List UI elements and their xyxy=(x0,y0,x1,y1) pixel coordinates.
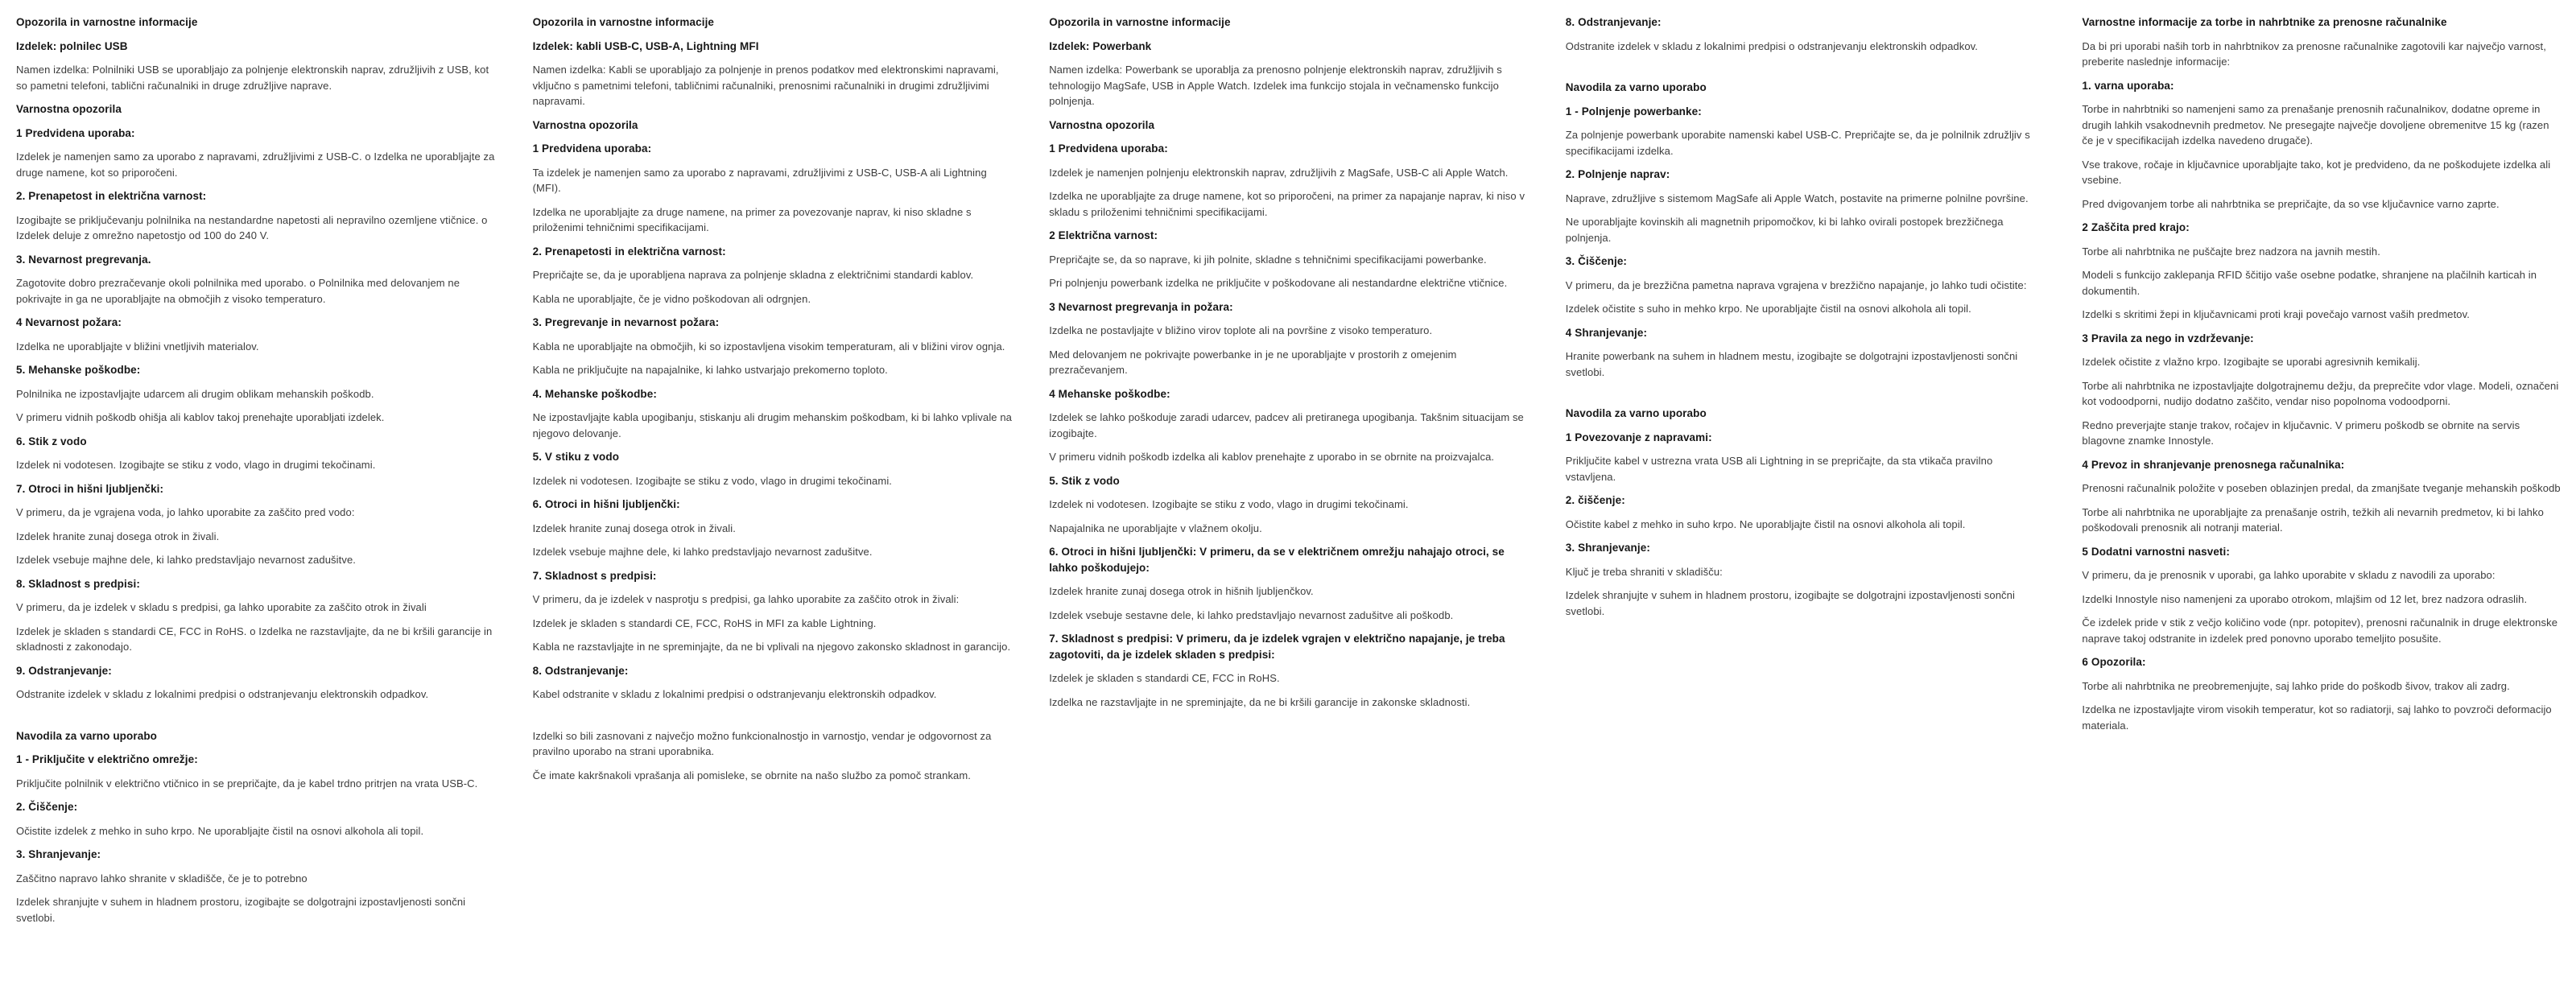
paragraph: Izdelka ne postavljajte v bližino virov toplote ali na površine z visoko temperaturo. xyxy=(1049,324,1433,336)
paragraph: Zagotovite dobro prezračevanje okoli polnilnika med uporabo. o Polnilnika med delovanjem ne pokrivajte in ga ne uporabljajte na območjih z visoko temperaturo. xyxy=(16,277,460,305)
paragraph: Torbe ali nahrbtnika ne puščajte brez nadzora na javnih mestih. xyxy=(2082,245,2380,258)
heading: 3. Shranjevanje: xyxy=(1565,542,1650,554)
column-laptop-bags xyxy=(2082,14,2562,1006)
paragraph: Kabla ne razstavljajte in ne spreminjajte, da ne bi vplivali na njegovo zakonsko skladnost in garancijo. xyxy=(532,641,1011,653)
heading: 4. Mehanske poškodbe: xyxy=(532,387,657,400)
paragraph: Izdelek hranite zunaj dosega otrok in hišnih ljubljenčkov. xyxy=(1049,585,1314,597)
heading: 8. Odstranjevanje: xyxy=(1565,16,1662,28)
heading: 3 Nevarnost pregrevanja in požara: xyxy=(1049,300,1233,313)
heading: Varnostna opozorila xyxy=(16,103,122,115)
paragraph: V primeru, da je prenosnik v uporabi, ga lahko uporabite v skladu z navodili za uporabo: xyxy=(2082,569,2496,581)
heading: Varnostna opozorila xyxy=(532,118,638,131)
paragraph: Izdelek shranjujte v suhem in hladnem prostoru, izogibajte se dolgotrajni izpostavljenosti sončni svetlobi. xyxy=(1565,589,2015,617)
paragraph: Izdelki Innostyle niso namenjeni za uporabo otrokom, mlajšim od 12 let, brez nadzora odraslih. xyxy=(2082,592,2528,605)
heading: 3. Nevarnost pregrevanja. xyxy=(16,253,151,266)
heading: 1. varna uporaba: xyxy=(2082,79,2174,92)
paragraph: Izdelek je namenjen polnjenju elektronskih naprav, združljivih z MagSafe, USB-C ali Apple Watch. xyxy=(1049,166,1509,179)
heading: 2. čiščenje: xyxy=(1565,494,1625,506)
heading: 2 Zaščita pred krajo: xyxy=(2082,221,2190,233)
paragraph: Namen izdelka: Powerbank se uporablja za prenosno polnjenje elektronskih naprav, združljivih s tehnologijo MagSafe, USB in Apple Watch. Izdelek ima funkcijo stojala in večnamensko funkcijo polnjenja. xyxy=(1049,64,1502,107)
paragraph: Kabel odstranite v skladu z lokalnimi predpisi o odstranjevanju elektronskih odpadkov. xyxy=(532,688,937,700)
heading: 7. Skladnost s predpisi: V primeru, da je izdelek vgrajen v električno napajanje, je treba zagotoviti, da je izdelek skladen s predpisi: xyxy=(1049,633,1505,661)
heading: Izdelek: kabli USB-C, USB-A, Lightning MFI xyxy=(532,39,759,52)
heading: Navodila za varno uporabo xyxy=(1565,407,1707,419)
heading: 3. Čiščenje: xyxy=(1565,255,1628,267)
paragraph: Izdelek vsebuje majhne dele, ki lahko predstavljajo nevarnost zadušitve. xyxy=(532,546,873,558)
paragraph: Izdelek očistite z vlažno krpo. Izogibajte se uporabi agresivnih kemikalij. xyxy=(2082,356,2421,368)
paragraph: Izdelek je skladen s standardi CE, FCC in RoHS. o Izdelka ne razstavljajte, da ne bi kršili garancije in skladnosti z zakonodajo. xyxy=(16,625,493,653)
heading: 6 Opozorila: xyxy=(2082,656,2146,668)
heading: Opozorila in varnostne informacije xyxy=(532,16,715,28)
paragraph: Kabla ne uporabljajte na območjih, ki so izpostavljena visokim temperaturam, ali v bližini virov ognja. xyxy=(532,340,1005,353)
paragraph: Izdelek je namenjen samo za uporabo z napravami, združljivimi z USB-C. o Izdelka ne uporabljajte za druge namene, kot so priporočeni. xyxy=(16,150,495,179)
paragraph: Izdelek vsebuje sestavne dele, ki lahko predstavljajo nevarnost zadušitve ali poškodb. xyxy=(1049,608,1454,621)
heading: Varnostna opozorila xyxy=(1049,118,1155,131)
heading: 2. Prenapetosti in električna varnost: xyxy=(532,245,726,258)
heading: 4 Mehanske poškodbe: xyxy=(1049,387,1170,400)
paragraph: Odstranite izdelek v skladu z lokalnimi predpisi o odstranjevanju elektronskih odpadkov. xyxy=(16,688,429,700)
paragraph: V primeru vidnih poškodb ohišja ali kablov takoj prenehajte uporabljati izdelek. xyxy=(16,411,385,423)
paragraph: V primeru, da je vgrajena voda, jo lahko uporabite za zaščito pred vodo: xyxy=(16,506,355,518)
paragraph: Hranite powerbank na suhem in hladnem mestu, izogibajte se dolgotrajni izpostavljenosti sončni svetlobi. xyxy=(1565,350,2018,378)
paragraph: Očistite kabel z mehko in suho krpo. Ne uporabljajte čistil na osnovi alkohola ali topil. xyxy=(1565,517,1966,530)
paragraph: V primeru, da je brezžična pametna naprava vgrajena v brezžično napajanje, jo lahko tudi očistite: xyxy=(1565,278,2027,291)
paragraph: Torbe ali nahrbtnika ne preobremenjujte, saj lahko pride do poškodb šivov, trakov ali zadrg. xyxy=(2082,679,2510,692)
paragraph: Izdelki s skritimi žepi in ključavnicami proti kraji povečajo varnost vaših predmetov. xyxy=(2082,308,2470,320)
heading: 3. Shranjevanje: xyxy=(16,848,101,860)
paragraph: Pred dvigovanjem torbe ali nahrbtnika se prepričajte, da so vse ključavnice varno zaprte. xyxy=(2082,197,2500,210)
heading: 5. Mehanske poškodbe: xyxy=(16,364,141,376)
paragraph: Kabla ne priključujte na napajalnike, ki lahko ustvarjajo prekomerno toploto. xyxy=(532,364,888,376)
paragraph: Izdelek shranjujte v suhem in hladnem prostoru, izogibajte se dolgotrajni izpostavljenosti sončni svetlobi. xyxy=(16,896,466,924)
paragraph: Izdelki so bili zasnovani z največjo možno funkcionalnostjo in varnostjo, vendar je odgovornost za pravilno uporabo na strani uporabnika. xyxy=(532,729,992,757)
paragraph: Torbe ali nahrbtnika ne izpostavljajte dolgotrajnemu dežju, da preprečite vdor vlage. Modeli, označeni kot vodoodporni, nudijo dodatno zaščito, vendar niso popolnoma vodoodporni. xyxy=(2082,379,2559,407)
paragraph: Izdelek hranite zunaj dosega otrok in živali. xyxy=(16,530,220,542)
heading: Varnostne informacije za torbe in nahrbtnike za prenosne računalnike xyxy=(2082,16,2447,28)
column-powerbank-cable-instructions xyxy=(1566,14,2046,1006)
heading: 4 Shranjevanje: xyxy=(1565,326,1648,339)
paragraph: Izdelka ne uporabljajte za druge namene, na primer za povezovanje naprav, ki niso skladne s priloženimi tehničnimi specifikacijami. xyxy=(532,205,972,233)
column-powerbank xyxy=(1049,14,1529,1006)
paragraph: Vse trakove, ročaje in ključavnice uporabljajte tako, kot je predvideno, da ne poškodujete izdelka ali vsebine. xyxy=(2082,158,2551,186)
paragraph: Izogibajte se priključevanju polnilnika na nestandardne napetosti ali nepravilno ozemljene vtičnice. o Izdelek deluje z omrežno napetostjo od 100 do 240 V. xyxy=(16,213,488,241)
paragraph: Pri polnjenju powerbank izdelka ne priključite v poškodovane ali nestandardne električne vtičnice. xyxy=(1049,277,1508,289)
heading: 8. Skladnost s predpisi: xyxy=(16,577,140,590)
heading: Navodila za varno uporabo xyxy=(16,729,158,742)
heading: 1 Predvidena uporaba: xyxy=(1049,142,1168,155)
heading: 1 - Polnjenje powerbanke: xyxy=(1565,105,1702,118)
heading: Opozorila in varnostne informacije xyxy=(16,16,198,28)
paragraph: Izdelek vsebuje majhne dele, ki lahko predstavljajo nevarnost zadušitve. xyxy=(16,554,356,566)
paragraph: Izdelek je skladen s standardi CE, FCC in RoHS. xyxy=(1049,672,1280,684)
paragraph: Prepričajte se, da so naprave, ki jih polnite, skladne s tehničnimi specifikacijami powerbanke. xyxy=(1049,253,1487,266)
paragraph: Napajalnika ne uporabljajte v vlažnem okolju. xyxy=(1049,522,1262,534)
heading: 3 Pravila za nego in vzdrževanje: xyxy=(2082,332,2254,344)
paragraph: Da bi pri uporabi naših torb in nahrbtnikov za prenosne računalnike zagotovili kar največjo varnost, preberite naslednje informacije: xyxy=(2082,39,2546,68)
column-usb-charger xyxy=(16,14,496,1006)
heading: 8. Odstranjevanje: xyxy=(532,664,629,677)
paragraph: Če imate kakršnakoli vprašanja ali pomisleke, se obrnite na našo službo za pomoč strankam. xyxy=(532,769,972,781)
heading: 2. Polnjenje naprav: xyxy=(1565,168,1670,180)
paragraph: Izdelka ne izpostavljajte virom visokih temperatur, kot so radiatorji, saj lahko to povzroči deformacijo materiala. xyxy=(2082,703,2552,732)
heading: 5. Stik z vodo xyxy=(1049,474,1120,487)
paragraph: Priključite polnilnik v električno vtičnico in se prepričajte, da je kabel trdno pritrjen na vrata USB-C. xyxy=(16,777,478,790)
paragraph: Izdelek očistite s suho in mehko krpo. Ne uporabljajte čistil na osnovi alkohola ali topil. xyxy=(1565,303,1971,315)
paragraph: Izdelek je skladen s standardi CE, FCC, RoHS in MFI za kable Lightning. xyxy=(532,616,877,629)
heading: Izdelek: polnilec USB xyxy=(16,39,128,52)
heading: 7. Otroci in hišni ljubljenčki: xyxy=(16,482,164,495)
paragraph: Namen izdelka: Polnilniki USB se uporabljajo za polnjenje elektronskih naprav, združljivih z USB, kot so pametni telefoni, tablični računalniki in druge združljive naprave. xyxy=(16,64,489,92)
paragraph: Prenosni računalnik položite v poseben oblazinjen predal, da zmanjšate tveganje mehanskih poškodb xyxy=(2082,482,2561,494)
heading: 6. Stik z vodo xyxy=(16,435,87,447)
paragraph: Če izdelek pride v stik z večjo količino vode (npr. potopitev), prenosni računalnik in druge elektronske naprave takoj odstranite in izdelek pred ponovno uporabo temeljito posušite. xyxy=(2082,616,2558,645)
paragraph: Naprave, združljive s sistemom MagSafe ali Apple Watch, postavite na primerne polnilne površine. xyxy=(1565,192,2029,204)
paragraph: Modeli s funkcijo zaklepanja RFID ščitijo vaše osebne podatke, shranjene na plačilnih karticah in dokumentih. xyxy=(2082,269,2537,297)
paragraph: Med delovanjem ne pokrivajte powerbanke in je ne uporabljajte v prostorih z omejenim prezračevanjem. xyxy=(1049,348,1457,376)
paragraph: Izdelek ni vodotesen. Izogibajte se stiku z vodo, vlago in drugimi tekočinami. xyxy=(532,474,893,487)
heading: Izdelek: Powerbank xyxy=(1049,39,1152,52)
heading: 2 Električna varnost: xyxy=(1049,229,1158,241)
paragraph: Zaščitno napravo lahko shranite v skladišče, če je to potrebno xyxy=(16,872,308,884)
paragraph: Odstranite izdelek v skladu z lokalnimi predpisi o odstranjevanju elektronskih odpadkov. xyxy=(1565,39,1979,52)
heading: 3. Pregrevanje in nevarnost požara: xyxy=(532,316,720,328)
heading: 1 Povezovanje z napravami: xyxy=(1565,431,1712,443)
heading: 2. Čiščenje: xyxy=(16,801,78,813)
paragraph: Izdelka ne uporabljajte v bližini vnetljivih materialov. xyxy=(16,340,259,353)
heading: 4 Prevoz in shranjevanje prenosnega računalnika: xyxy=(2082,458,2345,471)
heading: 1 Predvidena uporaba: xyxy=(16,126,135,139)
paragraph: Očistite izdelek z mehko in suho krpo. Ne uporabljajte čistil na osnovi alkohola ali topil. xyxy=(16,824,424,837)
heading: 7. Skladnost s predpisi: xyxy=(532,569,657,582)
paragraph: V primeru vidnih poškodb izdelka ali kablov prenehajte z uporabo in se obrnite na proizvajalca. xyxy=(1049,451,1495,463)
paragraph: V primeru, da je izdelek v nasprotju s predpisi, ga lahko uporabite za zaščito otrok in živali: xyxy=(532,593,960,605)
heading: Opozorila in varnostne informacije xyxy=(1049,16,1231,28)
paragraph: Izdelek ni vodotesen. Izogibajte se stiku z vodo, vlago in drugimi tekočinami. xyxy=(16,459,376,471)
paragraph: Ta izdelek je namenjen samo za uporabo z napravami, združljivimi z USB-C, USB-A ali Lightning (MFI). xyxy=(532,166,987,194)
heading: 6. Otroci in hišni ljubljenčki: V primeru, da se v električnem omrežju nahajajo otroci, se lahko poškodujejo: xyxy=(1049,546,1505,574)
paragraph: Kabla ne uporabljajte, če je vidno poškodovan ali odrgnjen. xyxy=(532,292,811,305)
heading: 5. V stiku z vodo xyxy=(532,451,620,463)
heading: 1 Predvidena uporaba: xyxy=(532,142,652,155)
paragraph: Prepričajte se, da je uporabljena naprava za polnjenje skladna z električnimi standardi kablov. xyxy=(532,269,974,281)
paragraph: Ne uporabljajte kovinskih ali magnetnih pripomočkov, ki bi lahko ovirali postopek brezžičnega polnjenja. xyxy=(1565,216,2004,244)
heading: 4 Nevarnost požara: xyxy=(16,316,122,328)
heading: 6. Otroci in hišni ljubljenčki: xyxy=(532,498,680,510)
paragraph: Izdelka ne uporabljajte za druge namene, kot so priporočeni, na primer za napajanje naprav, ki niso v skladu s priloženimi tehničnimi specifikacijami. xyxy=(1049,190,1525,218)
paragraph: Izdelek ni vodotesen. Izogibajte se stiku z vodo, vlago in drugimi tekočinami. xyxy=(1049,498,1409,510)
heading: Navodila za varno uporabo xyxy=(1565,81,1707,93)
paragraph: Izdelek hranite zunaj dosega otrok in živali. xyxy=(532,522,736,534)
paragraph: V primeru, da je izdelek v skladu s predpisi, ga lahko uporabite za zaščito otrok in živali xyxy=(16,601,427,613)
paragraph: Redno preverjajte stanje trakov, ročajev in ključavnic. V primeru poškodb se obrnite na servis blagovne znamke Innostyle. xyxy=(2082,418,2520,447)
paragraph: Namen izdelka: Kabli se uporabljajo za polnjenje in prenos podatkov med elektronskimi napravami, vključno s pametnimi telefoni, tabličnimi računalniki, prenosnimi računalniki in drugimi združljivimi napravami. xyxy=(532,64,999,107)
column-cables xyxy=(533,14,1013,1006)
heading: 5 Dodatni varnostni nasveti: xyxy=(2082,545,2230,558)
paragraph: Ključ je treba shraniti v skladišču: xyxy=(1565,565,1723,578)
paragraph: Ne izpostavljajte kabla upogibanju, stiskanju ali drugim mehanskim poškodbam, ki bi lahko vplivale na njegovo delovanje. xyxy=(532,411,1013,439)
heading: 2. Prenapetost in električna varnost: xyxy=(16,190,207,202)
heading: 9. Odstranjevanje: xyxy=(16,664,112,677)
paragraph: Za polnjenje powerbank uporabite namenski kabel USB-C. Prepričajte se, da je polnilnik združljiv s specifikacijami izdelka. xyxy=(1565,129,2030,157)
paragraph: Izdelek se lahko poškoduje zaradi udarcev, padcev ali pretiranega upogibanja. Takšnim situacijam se izogibajte. xyxy=(1049,411,1524,439)
heading: 1 - Priključite v električno omrežje: xyxy=(16,753,198,765)
paragraph: Izdelka ne razstavljajte in ne spreminjajte, da ne bi kršili garancije in zakonske skladnosti. xyxy=(1049,695,1471,708)
paragraph: Polnilnika ne izpostavljajte udarcem ali drugim oblikam mehanskih poškodb. xyxy=(16,387,374,400)
paragraph: Torbe ali nahrbtnika ne uporabljajte za prenašanje ostrih, težkih ali nevarnih predmetov, ki bi lahko poškodovali prenosnik ali notranji material. xyxy=(2082,505,2544,534)
paragraph: Priključite kabel v ustrezna vrata USB ali Lightning in se prepričajte, da sta vtikača pravilno vstavljena. xyxy=(1565,455,1993,483)
paragraph: Torbe in nahrbtniki so namenjeni samo za prenašanje prenosnih računalnikov, dodatne opreme in drugih lahkih vsakodnevnih predmetov. Ne presegajte največje dovoljene obremenitve 15 kg (razen če je v specifikacijah izdelka navedeno drugače). xyxy=(2082,103,2549,146)
